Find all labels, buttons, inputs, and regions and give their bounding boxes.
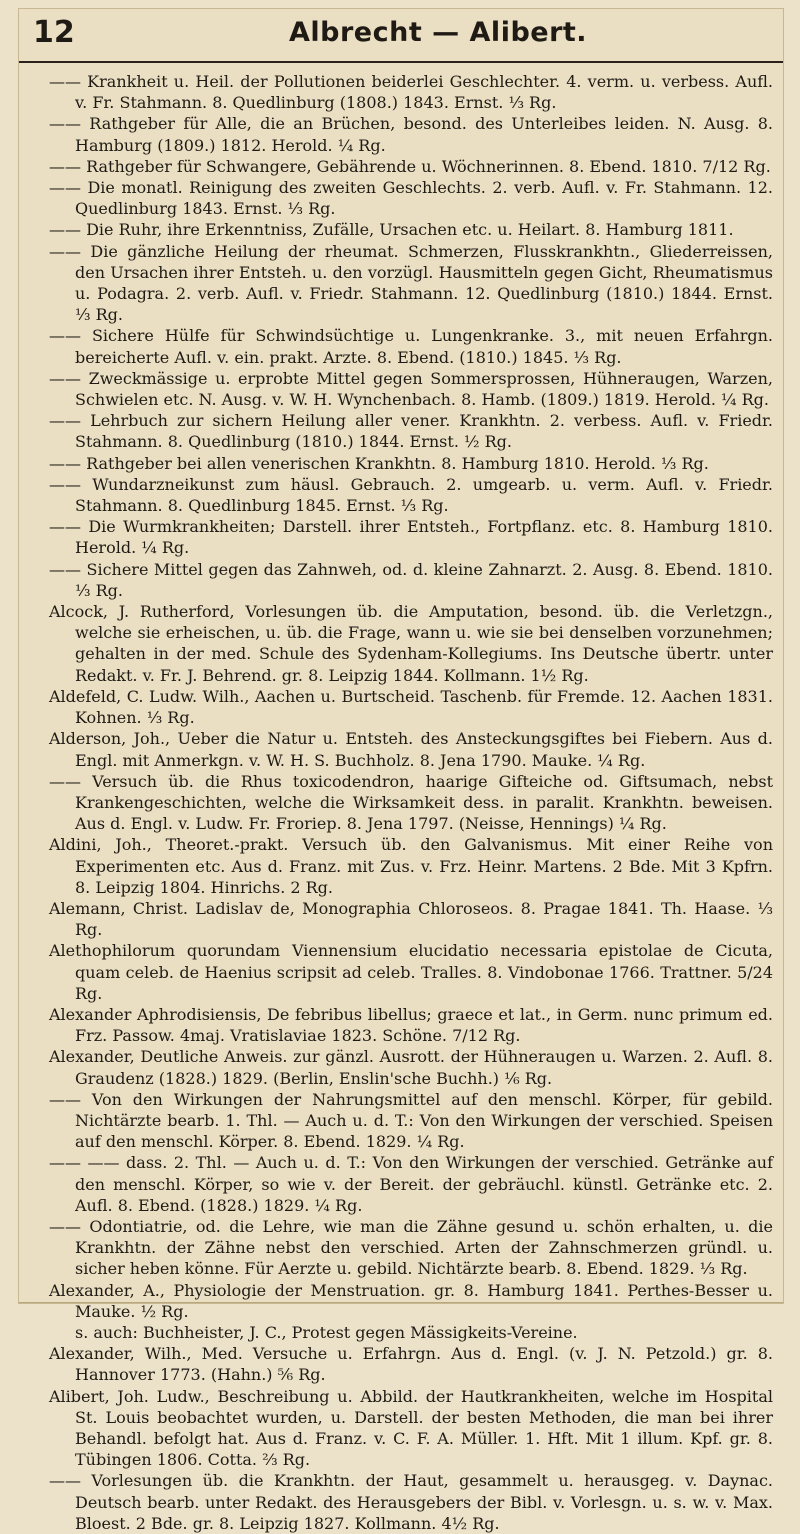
catalog-entry: Alexander, Deutliche Anweis. zur gänzl. Ausrott. der Hühneraugen u. Warzen. 2. Aufl. 8. Graudenz (1828.) 1829. (Berlin, Enslin'sche Buchh.) ⅙ Rg. xyxy=(49,1047,773,1088)
catalog-entry: Aldini, Joh., Theoret.-prakt. Versuch üb. den Galvanismus. Mit einer Reihe von Experimenten etc. Aus d. Franz. mit Zus. v. Frz. Heinr. Martens. 2 Bde. Mit 3 Kpfrn. 8. Leipzig 1804. Hinrichs. 2 Rg. xyxy=(49,835,773,897)
catalog-entry: —— Rathgeber für Alle, die an Brüchen, besond. des Unterleibes leiden. N. Ausg. 8. Hamburg (1809.) 1812. Herold. ¼ Rg. xyxy=(49,114,773,155)
catalog-entry: —— Odontiatrie, od. die Lehre, wie man die Zähne gesund u. schön erhalten, u. die Krankhtn. der Zähne nebst den verschied. Arten der Zahnschmerzen gründl. u. sicher heben könne. Für Aerzte u. gebild. Nichtärzte bearb. 8. Ebend. 1829. ⅓ Rg. xyxy=(49,1216,773,1279)
catalog-entry: —— Rathgeber für Schwangere, Gebährende u. Wöchnerinnen. 8. Ebend. 1810. 7/12 Rg. xyxy=(49,156,771,176)
catalog-entry: —— Wundarzneikunst zum häusl. Gebrauch. 2. umgearb. u. verm. Aufl. v. Friedr. Stahmann. 8. Quedlinburg 1845. Ernst. ⅓ Rg. xyxy=(49,474,773,516)
catalog-entry: —— Die gänzliche Heilung der rheumat. Schmerzen, Flusskrankhtn., Gliederreissen, den Ursachen ihrer Entsteh. u. den vorzügl. Hausmitteln gegen Gicht, Rheumatismus u. Podagra. 2. verb. Aufl. v. Friedr. Stahmann. 12. Quedlinburg (1810.) 1844. Ernst. ⅓ Rg. xyxy=(49,241,773,325)
catalog-entry: Alexander Aphrodisiensis, De febribus libellus; graece et lat., in Germ. nunc primum ed. Frz. Passow. 4maj. Vratislaviae 1823. Schöne. 7/12 Rg. xyxy=(49,1004,773,1046)
catalog-entry: Aldefeld, C. Ludw. Wilh., Aachen u. Burtscheid. Taschenb. für Fremde. 12. Aachen 1831. Kohnen. ⅓ Rg. xyxy=(49,686,773,728)
catalog-entry: Alcock, J. Rutherford, Vorlesungen üb. die Amputation, besond. üb. die Verletzgn., welche sie erheischen, u. üb. die Frage, wann u. wie sie bei denselben vorzunehmen; gehalten in der med. Schule des Sydenham-Kollegiums. Ins Deutsche übertr. unter Redakt. v. Fr. J. Behrend. gr. 8. Leipzig 1844. Kollmann. 1½ Rg. xyxy=(49,602,773,685)
catalog-entry: —— Rathgeber bei allen venerischen Krankhtn. 8. Hamburg 1810. Herold. ⅓ Rg. xyxy=(49,453,709,473)
catalog-entry: —— Von den Wirkungen der Nahrungsmittel auf den menschl. Körper, für gebild. Nichtärzte bearb. 1. Thl. — Auch u. d. T.: Von den Wirkungen der verschied. Speisen auf den menschl. Körper. 8. Ebend. 1829. ¼ Rg. xyxy=(49,1089,773,1152)
catalog-entry: —— Vorlesungen üb. die Krankhtn. der Haut, gesammelt u. herausgeg. v. Daynac. Deutsch bearb. unter Redakt. des Herausgebers der Bibl. v. Vorlesgn. u. s. w. v. Max. Bloest. 2 Bde. gr. 8. Leipzig 1827. Kollmann. 4½ Rg. xyxy=(49,1471,773,1533)
catalog-entry: Alderson, Joh., Ueber die Natur u. Entsteh. des Ansteckungsgiftes bei Fiebern. Aus d. Engl. mit Anmerkgn. v. W. H. S. Buchholz. 8. Jena 1790. Mauke. ¼ Rg. xyxy=(49,729,773,770)
catalog-entry: —— Sichere Hülfe für Schwindsüchtige u. Lungenkranke. 3., mit neuen Erfahrgn. bereicherte Aufl. v. ein. prakt. Arzte. 8. Ebend. (1810.) 1845. ⅓ Rg. xyxy=(49,326,773,367)
catalog-entry: —— Versuch üb. die Rhus toxicodendron, haarige Gifteiche od. Giftsumach, nebst Krankengeschichten, welche die Wirksamkeit dess. in paralit. Krankhtn. beweisen. Aus d. Engl. v. Ludw. Fr. Froriep. 8. Jena 1797. (Neisse, Hennings) ¼ Rg. xyxy=(49,771,773,834)
catalog-entry: —— Lehrbuch zur sichern Heilung aller vener. Krankhtn. 2. verbess. Aufl. v. Friedr. Stahmann. 8. Quedlinburg (1810.) 1844. Ernst. ½ Rg. xyxy=(49,411,773,452)
catalog-entry: Alexander, A., Physiologie der Menstruation. gr. 8. Hamburg 1841. Perthes-Besser u. Mauke. ½ Rg. xyxy=(49,1280,773,1321)
page-number: 12 xyxy=(33,15,75,50)
catalog-entry: —— Die Ruhr, ihre Erkenntniss, Zufälle, Ursachen etc. u. Heilart. 8. Hamburg 1811. xyxy=(49,220,734,240)
catalog-entry: —— —— dass. 2. Thl. — Auch u. d. T.: Von den Wirkungen der verschied. Getränke auf den menschl. Körper, so wie v. der Bereit. der gebräuchl. künstl. Getränke etc. 2. Aufl. 8. Ebend. (1828.) 1829. ¼ Rg. xyxy=(49,1153,773,1215)
page-header xyxy=(19,9,783,63)
catalog-entry: Alibert, Joh. Ludw., Beschreibung u. Abbild. der Hautkrankheiten, welche im Hospital St. Louis beobachtet wurden, u. Darstell. der besten Methoden, die man bei ihrer Behandl. befolgt hat. Aus d. Franz. v. C. F. A. Müller. 1. Hft. Mit 1 illum. Kpf. gr. 8. Tübingen 1806. Cotta. ⅔ Rg. xyxy=(49,1386,773,1470)
running-head: Albrecht — Alibert. xyxy=(289,17,588,48)
catalog-entry: Alethophilorum quorundam Viennensium elucidatio necessaria epistolae de Cicuta, quam celeb. de Haenius scripsit ad celeb. Tralles. 8. Vindobonae 1766. Trattner. 5/24 Rg. xyxy=(49,941,773,1003)
catalog-page xyxy=(18,8,784,1533)
catalog-entry: s. auch: Buchheister, J. C., Protest gegen Mässigkeits-Vereine. xyxy=(75,1322,578,1342)
catalog-entry: —— Die monatl. Reinigung des zweiten Geschlechts. 2. verb. Aufl. v. Fr. Stahmann. 12. Quedlinburg 1843. Ernst. ⅓ Rg. xyxy=(49,178,773,219)
catalog-entry: —— Krankheit u. Heil. der Pollutionen beiderlei Geschlechter. 4. verm. u. verbess. Aufl. v. Fr. Stahmann. 8. Quedlinburg (1808.) 1843. Ernst. ⅓ Rg. xyxy=(49,72,773,113)
catalog-entry: —— Zweckmässige u. erprobte Mittel gegen Sommersprossen, Hühneraugen, Warzen, Schwielen etc. N. Ausg. v. W. H. Wynchenbach. 8. Hamb. (1809.) 1819. Herold. ¼ Rg. xyxy=(49,368,773,410)
catalog-entries xyxy=(49,71,773,1534)
page-bottom-rule xyxy=(19,1302,783,1303)
catalog-entry: Alemann, Christ. Ladislav de, Monographia Chloroseos. 8. Pragae 1841. Th. Haase. ⅓ Rg. xyxy=(49,898,773,940)
catalog-entry: —— Die Wurmkrankheiten; Darstell. ihrer Entsteh., Fortpflanz. etc. 8. Hamburg 1810. Herold. ¼ Rg. xyxy=(49,517,773,558)
catalog-entry: —— Sichere Mittel gegen das Zahnweh, od. d. kleine Zahnarzt. 2. Ausg. 8. Ebend. 1810. ⅓ Rg. xyxy=(49,559,773,600)
catalog-entry: Alexander, Wilh., Med. Versuche u. Erfahrgn. Aus d. Engl. (v. J. N. Petzold.) gr. 8. Hannover 1773. (Hahn.) ⅚ Rg. xyxy=(49,1344,773,1385)
